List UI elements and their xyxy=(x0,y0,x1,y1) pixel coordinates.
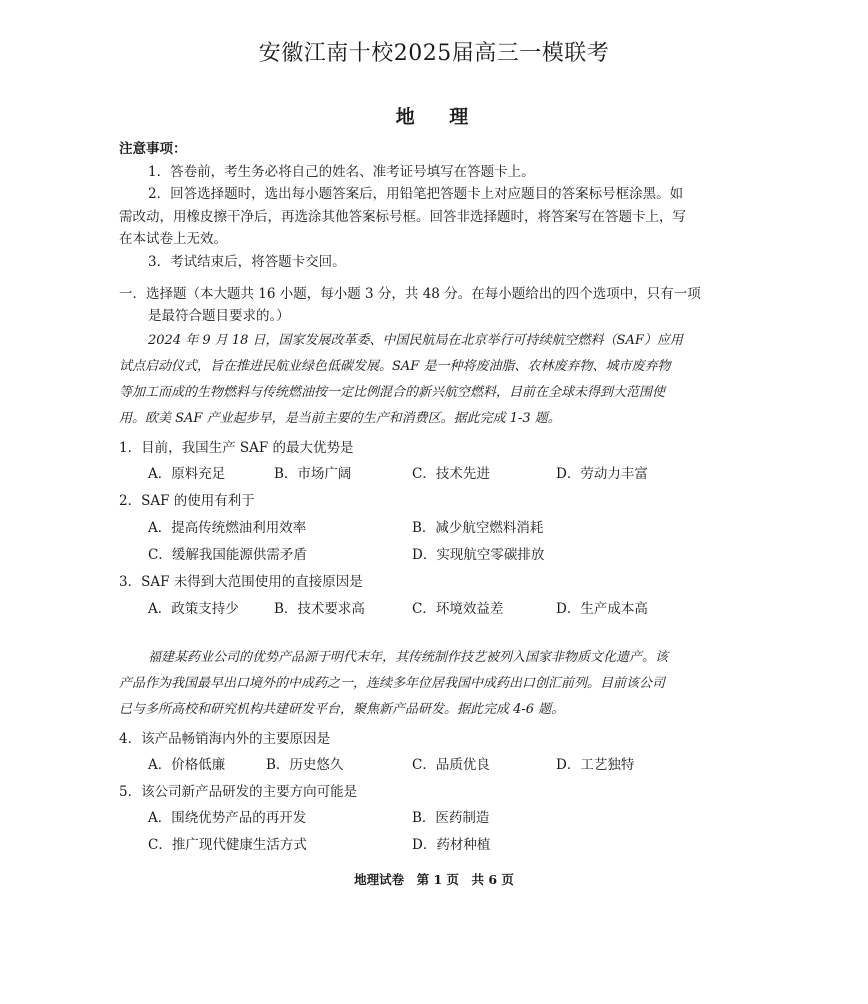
question-2-option-c: C．缓解我国能源供需矛盾 xyxy=(148,547,307,563)
question-3-stem: 3．SAF 未得到大范围使用的直接原因是 xyxy=(119,574,363,590)
notice-line: 3．考试结束后，将答题卡交回。 xyxy=(148,254,346,270)
notice-line: 2．回答选择题时，选出每小题答案后，用铅笔把答题卡上对应题目的答案标号框涂黑。如 xyxy=(148,186,684,202)
question-1-stem: 1．目前，我国生产 SAF 的最大优势是 xyxy=(119,440,354,456)
question-5-option-c: C．推广现代健康生活方式 xyxy=(148,837,307,853)
exam-title: 安徽江南十校2025届高三一模联考 xyxy=(258,41,610,66)
passage-line: 等加工而成的生物燃料与传统燃油按一定比例混合的新兴航空燃料，目前在全球未得到大范围使 xyxy=(119,385,666,400)
question-3-option-b: B．技术要求高 xyxy=(274,601,365,617)
section-heading-cont: 是最符合题目要求的。） xyxy=(148,308,290,324)
question-5-option-d: D．药材种植 xyxy=(412,837,491,853)
question-2-option-d: D．实现航空零碳排放 xyxy=(412,547,545,563)
subject-title: 地 理 xyxy=(395,106,483,128)
passage-line: 2024 年 9 月 18 日，国家发展改革委、中国民航局在北京举行可持续航空燃料（SAF）应用 xyxy=(148,333,683,348)
question-5-stem: 5．该公司新产品研发的主要方向可能是 xyxy=(119,784,358,800)
notice-heading: 注意事项： xyxy=(119,141,187,157)
question-1-option-d: D．劳动力丰富 xyxy=(556,466,648,482)
question-5-option-b: B．医药制造 xyxy=(412,810,490,826)
question-3-option-a: A．政策支持少 xyxy=(148,601,239,617)
question-1-option-b: B．市场广阔 xyxy=(274,466,352,482)
section-heading: 一．选择题（本大题共 16 小题，每小题 3 分，共 48 分。在每小题给出的四个选项中，只有一项 xyxy=(119,286,701,302)
notice-line: 1．答卷前，考生务必将自己的姓名、准考证号填写在答题卡上。 xyxy=(148,164,535,180)
passage-line: 产品作为我国最早出口境外的中成药之一，连续多年位居我国中成药出口创汇前列。目前该公司 xyxy=(119,676,666,691)
question-4-option-a: A．价格低廉 xyxy=(148,757,226,773)
notice-line: 在本试卷上无效。 xyxy=(119,231,227,247)
question-4-stem: 4．该产品畅销海内外的主要原因是 xyxy=(119,731,331,747)
question-4-option-b: B．历史悠久 xyxy=(266,757,344,773)
question-3-option-d: D．生产成本高 xyxy=(556,601,648,617)
question-2-option-b: B．减少航空燃料消耗 xyxy=(412,520,544,536)
question-1-option-a: A．原料充足 xyxy=(148,466,226,482)
question-4-option-c: C．品质优良 xyxy=(412,757,490,773)
passage-line: 用。欧美 SAF 产业起步早，是当前主要的生产和消费区。据此完成 1-3 题。 xyxy=(119,411,561,426)
question-5-option-a: A．围绕优势产品的再开发 xyxy=(148,810,307,826)
passage-line: 已与多所高校和研究机构共建研发平台，聚焦新产品研发。据此完成 4-6 题。 xyxy=(119,702,565,717)
question-2-option-a: A．提高传统燃油利用效率 xyxy=(148,520,307,536)
question-4-option-d: D．工艺独特 xyxy=(556,757,635,773)
notice-line: 需改动，用橡皮擦干净后，再选涂其他答案标号框。回答非选择题时，将答案写在答题卡上，写 xyxy=(119,209,686,225)
page-footer: 地理试卷 第 1 页 共 6 页 xyxy=(354,872,514,887)
question-3-option-c: C．环境效益差 xyxy=(412,601,504,617)
passage-line: 试点启动仪式，旨在推进民航业绿色低碳发展。SAF 是一种将废油脂、农林废弃物、城市废弃物 xyxy=(119,359,671,374)
passage-line: 福建某药业公司的优势产品源于明代末年，其传统制作技艺被列入国家非物质文化遗产。该 xyxy=(148,650,669,665)
question-2-stem: 2．SAF 的使用有利于 xyxy=(119,493,255,509)
question-1-option-c: C．技术先进 xyxy=(412,466,490,482)
